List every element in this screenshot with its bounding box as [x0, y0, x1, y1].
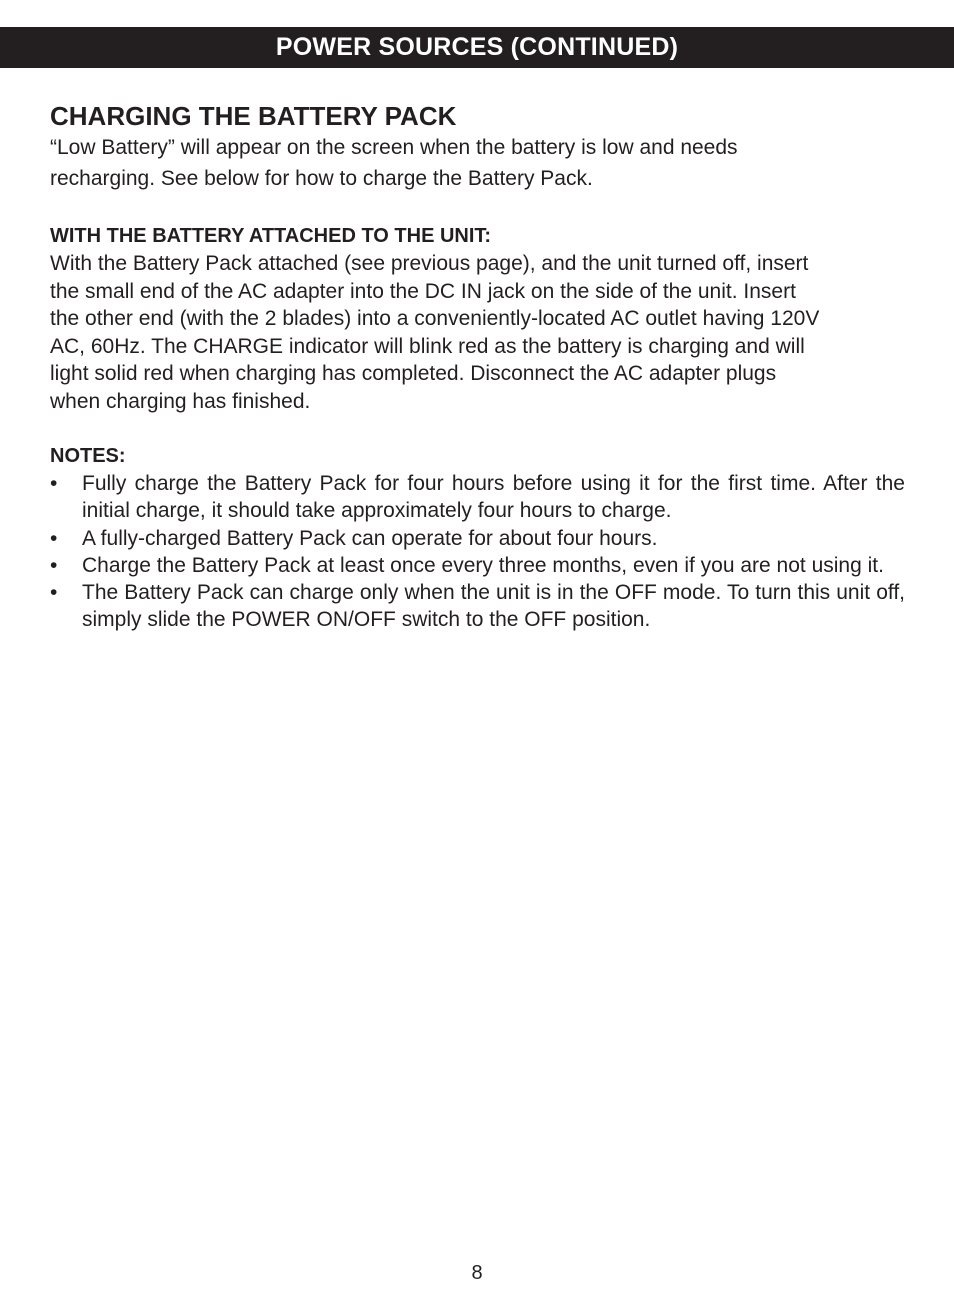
intro-line: recharging. See below for how to charge the Battery Pack. — [50, 167, 593, 190]
section-heading: CHARGING THE BATTERY PACK — [50, 101, 457, 131]
header-title: POWER SOURCES (CONTINUED) — [275, 33, 679, 61]
attached-line: the small end of the AC adapter into the DC IN jack on the side of the unit. Insert — [50, 279, 796, 303]
bullet-icon: • — [50, 581, 58, 605]
notes-list — [50, 470, 905, 634]
note-text: Charge the Battery Pack at least once every three months, even if you are not using it. — [82, 553, 884, 577]
note-item — [50, 470, 905, 525]
attached-line: With the Battery Pack attached (see previous page), and the unit turned off, insert — [50, 252, 809, 275]
bullet-icon: • — [50, 472, 58, 495]
notes-heading: NOTES: — [50, 445, 126, 467]
attached-paragraph — [50, 250, 905, 415]
note-item — [50, 525, 905, 552]
intro-paragraph — [50, 132, 905, 194]
attached-line: AC, 60Hz. The CHARGE indicator will blink red as the battery is charging and will — [50, 334, 805, 358]
section-header-bar — [0, 27, 954, 68]
attached-line: when charging has finished. — [50, 389, 311, 413]
attached-line: light solid red when charging has completed. Disconnect the AC adapter plugs — [50, 362, 777, 385]
bullet-icon: • — [50, 526, 58, 550]
page-content — [50, 100, 905, 634]
note-item — [50, 552, 905, 579]
intro-line: “Low Battery” will appear on the screen when the battery is low and needs — [50, 136, 738, 159]
note-text: The Battery Pack can charge only when the unit is in the OFF mode. To turn this unit off, simply slide the POWER ON/OFF switch to the OFF position. — [82, 581, 905, 632]
bullet-icon: • — [50, 553, 58, 577]
attached-heading: WITH THE BATTERY ATTACHED TO THE UNIT: — [50, 225, 492, 247]
attached-line: the other end (with the 2 blades) into a conveniently-located AC outlet having 120V — [50, 307, 820, 330]
note-item — [50, 579, 905, 634]
note-text: A fully-charged Battery Pack can operate for about four hours. — [82, 526, 658, 550]
note-text: Fully charge the Battery Pack for four hours before using it for the first time. After the initial charge, it should take approximately four hours to charge. — [82, 472, 905, 523]
page-number: 8 — [471, 1262, 483, 1284]
